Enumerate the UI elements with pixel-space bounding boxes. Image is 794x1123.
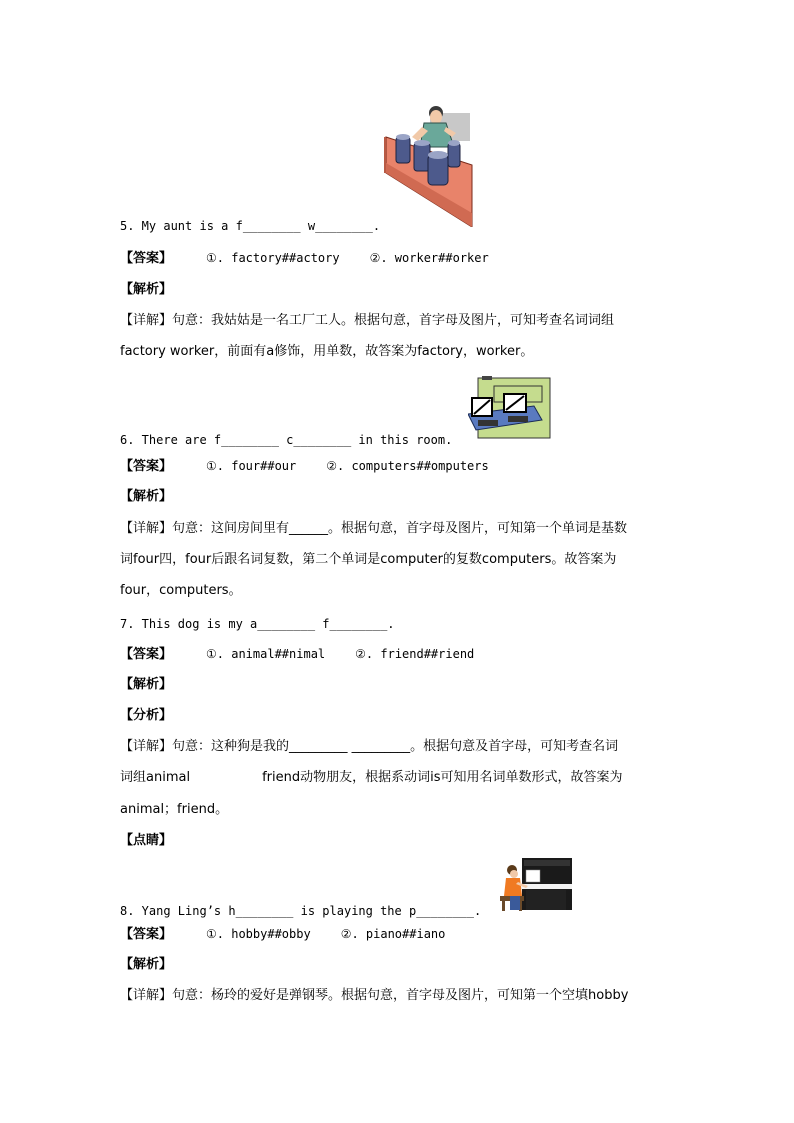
answer-2: ②. worker##orker: [369, 251, 489, 265]
answer-tag: 【答案】: [120, 927, 173, 942]
question-5: 5. My aunt is a f________ w________.: [120, 219, 381, 233]
detail-7-line2: [120, 770, 622, 786]
answer-row-6: [120, 458, 489, 475]
answer-tag: 【答案】: [120, 647, 173, 662]
detail-7-line1: 【详解】句意：这种狗是我的_________ _________。根据句意及首字母，可知考查名词: [120, 739, 619, 754]
question-7: 7. This dog is my a________ f________.: [120, 617, 395, 631]
detail-6-line2: 词four四，four后跟名词复数，第二个单词是computer的复数computers。故答案为: [120, 552, 617, 567]
answer-2: ②. piano##iano: [340, 927, 446, 941]
analysis-tag: 【解析】: [120, 282, 173, 297]
detail-7-line3: animal；friend。: [120, 802, 229, 817]
detail-6-line1: 【详解】句意：这间房间里有______。根据句意，首字母及图片，可知第一个单词是基数: [120, 521, 628, 536]
answer-row-7: [120, 646, 474, 663]
question-8: 8. Yang Ling’s h________ is playing the p________.: [120, 904, 482, 918]
fenxi-tag: 【分析】: [120, 708, 173, 723]
analysis-tag: 【解析】: [120, 957, 173, 972]
answer-2: ②. computers##omputers: [326, 459, 489, 473]
answer-1: ①. four##our: [206, 459, 297, 473]
dianjing-tag: 【点睛】: [120, 833, 173, 848]
detail-5-line1: 【详解】句意：我姑姑是一名工厂工人。根据句意，首字母及图片，可知考查名词词组: [120, 313, 615, 328]
detail-6-line3: four，computers。: [120, 583, 242, 598]
girl-playing-piano-illustration: [496, 856, 574, 912]
answer-1: ①. factory##actory: [206, 251, 340, 265]
answer-1: ①. hobby##obby: [206, 927, 311, 941]
detail-5-line2: factory worker，前面有a修饰，用单数，故答案为factory，worker。: [120, 344, 534, 359]
answer-1: ①. animal##nimal: [206, 647, 326, 661]
answer-tag: 【答案】: [120, 459, 173, 474]
answer-row-5: [120, 250, 489, 267]
detail-7-line2-part1: 词组animal: [120, 770, 191, 785]
answer-row-8: [120, 926, 445, 943]
answer-tag: 【答案】: [120, 251, 173, 266]
detail-8-line1: 【详解】句意：杨玲的爱好是弹钢琴。根据句意，首字母及图片，可知第一个空填hobby: [120, 988, 629, 1003]
answer-2: ②. friend##riend: [355, 647, 475, 661]
analysis-tag: 【解析】: [120, 677, 173, 692]
computers-illustration: [468, 376, 552, 440]
analysis-tag: 【解析】: [120, 489, 173, 504]
detail-7-line2-part2: friend动物朋友，根据系动词is可知用名词单数形式，故答案为: [262, 770, 623, 785]
question-6: 6. There are f________ c________ in this room.: [120, 433, 453, 447]
factory-worker-illustration: [384, 103, 474, 227]
